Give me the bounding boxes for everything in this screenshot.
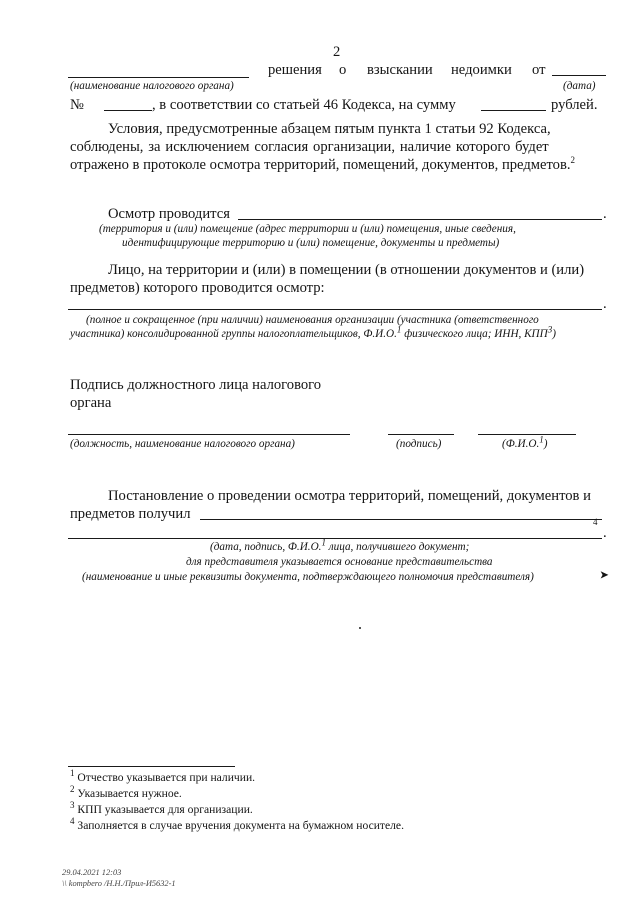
number-sign: №	[70, 97, 84, 113]
header-word-collection: взыскании	[367, 62, 433, 78]
header-word-from: от	[532, 62, 546, 78]
signature-field-line[interactable]	[388, 434, 454, 435]
caption-position: (должность, наименование налогового органа)	[70, 438, 295, 450]
person-line-2: предметов) которого проводится осмотр:	[70, 280, 325, 296]
signature-heading-line-2: органа	[70, 395, 112, 411]
person-caption-line-1: (полное и сокращенное (при наличии) наименования организации (участника (ответственного	[86, 314, 539, 326]
arrow-right-icon: ➤	[600, 570, 609, 581]
header-word-o: о	[339, 62, 347, 78]
receipt-line-2: предметов получил	[70, 506, 191, 522]
receipt-field-line-2[interactable]	[68, 538, 602, 539]
page-number: 2	[333, 44, 341, 60]
header-word-arrears: недоимки	[451, 62, 512, 78]
inspection-caption-line-1: (территория и (или) помещение (адрес территории и (или) помещения, иные сведения,	[99, 223, 516, 235]
conditions-line-1: Условия, предусмотренные абзацем пятым пункта 1 статьи 92 Кодекса,	[108, 121, 551, 137]
scan-speck	[359, 627, 361, 629]
receipt-caption-line-2: для представителя указывается основание представительства	[186, 556, 493, 568]
person-end-dot: .	[603, 296, 607, 312]
footnotes-separator	[68, 766, 235, 767]
footnote-ref-1: 1	[396, 324, 402, 335]
footnote-2: $^2$ Указывается нужное.	[70, 784, 182, 800]
footnote-ref-4: 4	[593, 517, 598, 527]
date-field-line[interactable]	[552, 75, 606, 76]
rubles-label: рублей.	[551, 97, 598, 113]
person-line-1: Лицо, на территории и (или) в помещении (в отношении документов и (или)	[108, 262, 585, 278]
conditions-line-3: отражено в протоколе осмотра территорий, помещений, документов, предметов.$^2$	[70, 155, 575, 173]
tax-authority-field-line[interactable]	[68, 77, 249, 78]
person-field-line[interactable]	[68, 309, 602, 310]
caption-date: (дата)	[563, 80, 596, 92]
footnote-3: $^3$ КПП указывается для организации.	[70, 800, 253, 816]
amount-field-line[interactable]	[481, 110, 546, 111]
footnote-ref-2: 2	[570, 155, 575, 166]
receipt-caption-line-1: (дата, подпись, Ф.И.О.$^1$ лица, получившего документ;	[210, 537, 470, 553]
amount-text: , в соответствии со статьей 46 Кодекса, на сумму	[152, 97, 456, 113]
receipt-end-dot: .	[603, 525, 607, 541]
header-word-resolution: решения	[268, 62, 322, 78]
caption-fio: (Ф.И.О.$^1$)	[502, 434, 548, 450]
person-caption-line-2: участника) консолидированной группы налогоплательщиков, Ф.И.О.$^1$ физического лица; ИНН, КПП$^3$)	[70, 324, 556, 340]
receipt-field-line-1[interactable]	[200, 519, 602, 520]
inspection-caption-line-2: идентифицирующие территорию и (или) помещение, документы и предметы)	[122, 237, 500, 249]
inspection-label: Осмотр проводится	[108, 206, 230, 222]
caption-tax-authority: (наименование налогового органа)	[70, 80, 234, 92]
receipt-line-1: Постановление о проведении осмотра территорий, помещений, документов и	[108, 488, 591, 504]
signature-heading-line-1: Подпись должностного лица налогового	[70, 377, 322, 393]
decision-number-field-line[interactable]	[104, 110, 152, 111]
inspection-field-line[interactable]	[238, 219, 602, 220]
footnote-ref-1-fio: 1	[539, 434, 544, 445]
footnote-1: $^1$ Отчество указывается при наличии.	[70, 768, 256, 784]
conditions-line-2: соблюдены, за исключением согласия организации, наличие которого будет	[70, 139, 549, 155]
fio-field-line[interactable]	[478, 434, 576, 435]
footnote-ref-3: 3	[547, 324, 553, 335]
stamp-datetime: 29.04.2021 12:03	[62, 868, 122, 877]
receipt-caption-line-3: (наименование и иные реквизиты документа, подтверждающего полномочия представителя)	[82, 571, 534, 583]
footnote-ref-1-receipt: 1	[321, 537, 326, 548]
caption-signature: (подпись)	[396, 438, 442, 450]
footnote-4: $^4$ Заполняется в случае вручения документа на бумажном носителе.	[70, 816, 404, 832]
position-field-line[interactable]	[68, 434, 350, 435]
stamp-code: \\ kompbero /Н.Н./Прил-И5632-1	[62, 879, 176, 888]
inspection-end-dot: .	[603, 206, 607, 222]
